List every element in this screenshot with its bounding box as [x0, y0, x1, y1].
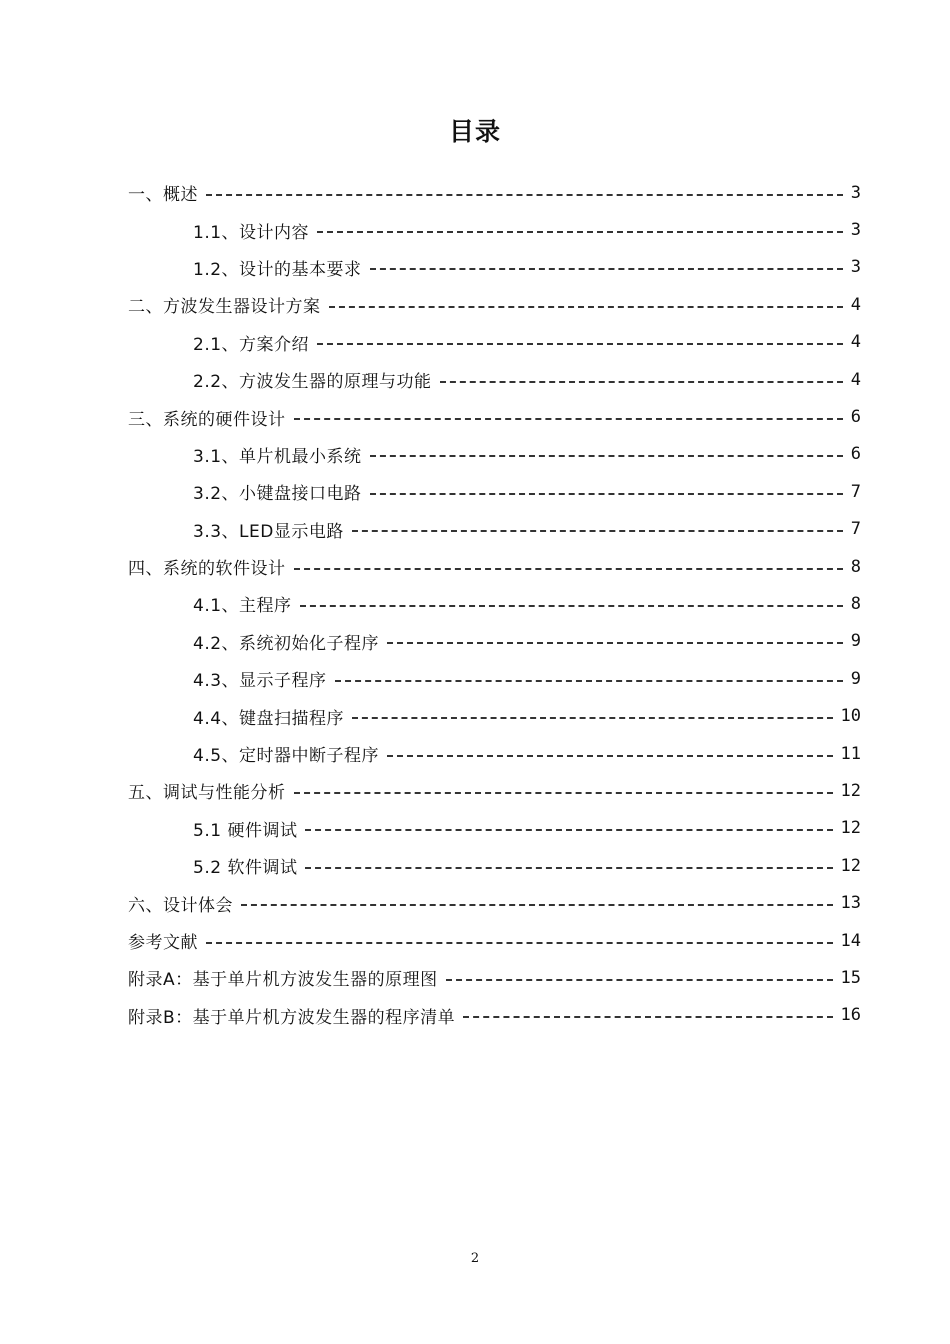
toc-leader-line	[446, 979, 833, 981]
toc-leader-line	[294, 792, 833, 794]
toc-entry-label: 三、系统的硬件设计	[128, 409, 286, 430]
toc-leader-line	[387, 755, 832, 757]
toc-leader-line	[317, 343, 843, 345]
toc-leader-line	[206, 942, 833, 944]
toc-entry-label: 二、方波发生器设计方案	[128, 297, 321, 318]
toc-entry[interactable]	[128, 884, 861, 921]
toc-entry[interactable]	[128, 473, 861, 510]
toc-entry[interactable]	[128, 959, 861, 996]
toc-entry-label: 附录A：基于单片机方波发生器的原理图	[128, 970, 438, 991]
toc-entry-page-number: 6	[850, 407, 861, 428]
toc-entry-page-number: 9	[850, 668, 861, 689]
toc-entry-page-number: 7	[850, 481, 861, 502]
toc-entry-page-number: 3	[850, 257, 861, 278]
toc-entry[interactable]	[128, 623, 861, 660]
toc-leader-line	[294, 418, 843, 420]
toc-entry-page-number: 16	[840, 1005, 861, 1026]
toc-leader-line	[352, 717, 832, 719]
toc-entry-page-number: 4	[850, 369, 861, 390]
toc-entry-label: 六、设计体会	[128, 895, 233, 916]
toc-entry[interactable]	[128, 286, 861, 323]
toc-leader-line	[329, 306, 843, 308]
toc-entry[interactable]	[128, 697, 861, 734]
toc-leader-line	[370, 493, 843, 495]
toc-entry-page-number: 10	[840, 706, 861, 727]
toc-entry-page-number: 14	[840, 930, 861, 951]
toc-entry[interactable]	[128, 436, 861, 473]
toc-entry-page-number: 8	[850, 556, 861, 577]
toc-entry[interactable]	[128, 511, 861, 548]
toc-entry-label: 4.1、主程序	[193, 596, 292, 617]
toc-entry-page-number: 3	[850, 182, 861, 203]
toc-entry-label: 4.2、系统初始化子程序	[193, 633, 380, 654]
toc-title: 目录	[448, 117, 501, 146]
toc-leader-line	[463, 1016, 832, 1018]
toc-entry-page-number: 4	[850, 332, 861, 353]
toc-entry-label: 4.3、显示子程序	[193, 671, 327, 692]
toc-entry-label: 1.2、设计的基本要求	[193, 259, 362, 280]
page-number: 2	[470, 1251, 480, 1266]
toc-leader-line	[206, 194, 843, 196]
toc-entry-label: 5.2 软件调试	[193, 858, 298, 879]
toc-entry[interactable]	[128, 324, 861, 361]
toc-entry-label: 3.3、LED显示电路	[193, 521, 344, 542]
toc-entry-page-number: 12	[840, 780, 861, 801]
toc-entry-page-number: 4	[850, 294, 861, 315]
toc-leader-line	[352, 530, 843, 532]
toc-leader-line	[440, 381, 843, 383]
toc-entry-page-number: 12	[840, 855, 861, 876]
toc-entry-label: 2.1、方案介绍	[193, 334, 310, 355]
toc-entry-label: 2.2、方波发生器的原理与功能	[193, 372, 432, 393]
toc-leader-line	[370, 455, 843, 457]
toc-entry[interactable]	[128, 847, 861, 884]
toc-entry[interactable]	[128, 585, 861, 622]
toc-entry[interactable]	[128, 997, 861, 1034]
toc-leader-line	[305, 829, 832, 831]
toc-entry-label: 3.2、小键盘接口电路	[193, 484, 362, 505]
toc-entry-page-number: 15	[840, 967, 861, 988]
toc-leader-line	[335, 680, 843, 682]
toc-entry[interactable]	[128, 398, 861, 435]
toc-entry[interactable]	[128, 548, 861, 585]
toc-leader-line	[317, 231, 843, 233]
toc-entry-page-number: 7	[850, 519, 861, 540]
toc-entry[interactable]	[128, 174, 861, 211]
toc-entry-label: 3.1、单片机最小系统	[193, 446, 362, 467]
toc-entry[interactable]	[128, 735, 861, 772]
toc-entry-page-number: 11	[840, 743, 861, 764]
table-of-contents	[128, 174, 861, 1034]
toc-entry[interactable]	[128, 922, 861, 959]
toc-entry-label: 附录B：基于单片机方波发生器的程序清单	[128, 1007, 456, 1028]
toc-entry-page-number: 6	[850, 444, 861, 465]
toc-leader-line	[294, 568, 843, 570]
toc-entry-label: 1.1、设计内容	[193, 222, 310, 243]
toc-entry[interactable]	[128, 810, 861, 847]
toc-entry-label: 五、调试与性能分析	[128, 783, 286, 804]
toc-entry-label: 一、概述	[128, 185, 198, 206]
toc-leader-line	[241, 904, 833, 906]
toc-entry-label: 参考文献	[128, 933, 198, 953]
toc-entry-label: 4.4、键盘扫描程序	[193, 708, 345, 729]
toc-leader-line	[300, 605, 843, 607]
toc-entry[interactable]	[128, 249, 861, 286]
toc-entry-page-number: 13	[840, 893, 861, 914]
toc-entry-label: 5.1 硬件调试	[193, 820, 298, 841]
toc-entry[interactable]	[128, 660, 861, 697]
toc-entry-label: 4.5、定时器中断子程序	[193, 746, 380, 767]
toc-leader-line	[370, 268, 843, 270]
toc-leader-line	[387, 642, 843, 644]
toc-entry-label: 四、系统的软件设计	[128, 559, 286, 580]
toc-entry-page-number: 9	[850, 631, 861, 652]
toc-entry-page-number: 3	[850, 220, 861, 241]
toc-entry-page-number: 8	[850, 593, 861, 614]
toc-entry-page-number: 12	[840, 818, 861, 839]
toc-leader-line	[305, 867, 832, 869]
toc-entry[interactable]	[128, 211, 861, 248]
toc-entry[interactable]	[128, 772, 861, 809]
toc-entry[interactable]	[128, 361, 861, 398]
